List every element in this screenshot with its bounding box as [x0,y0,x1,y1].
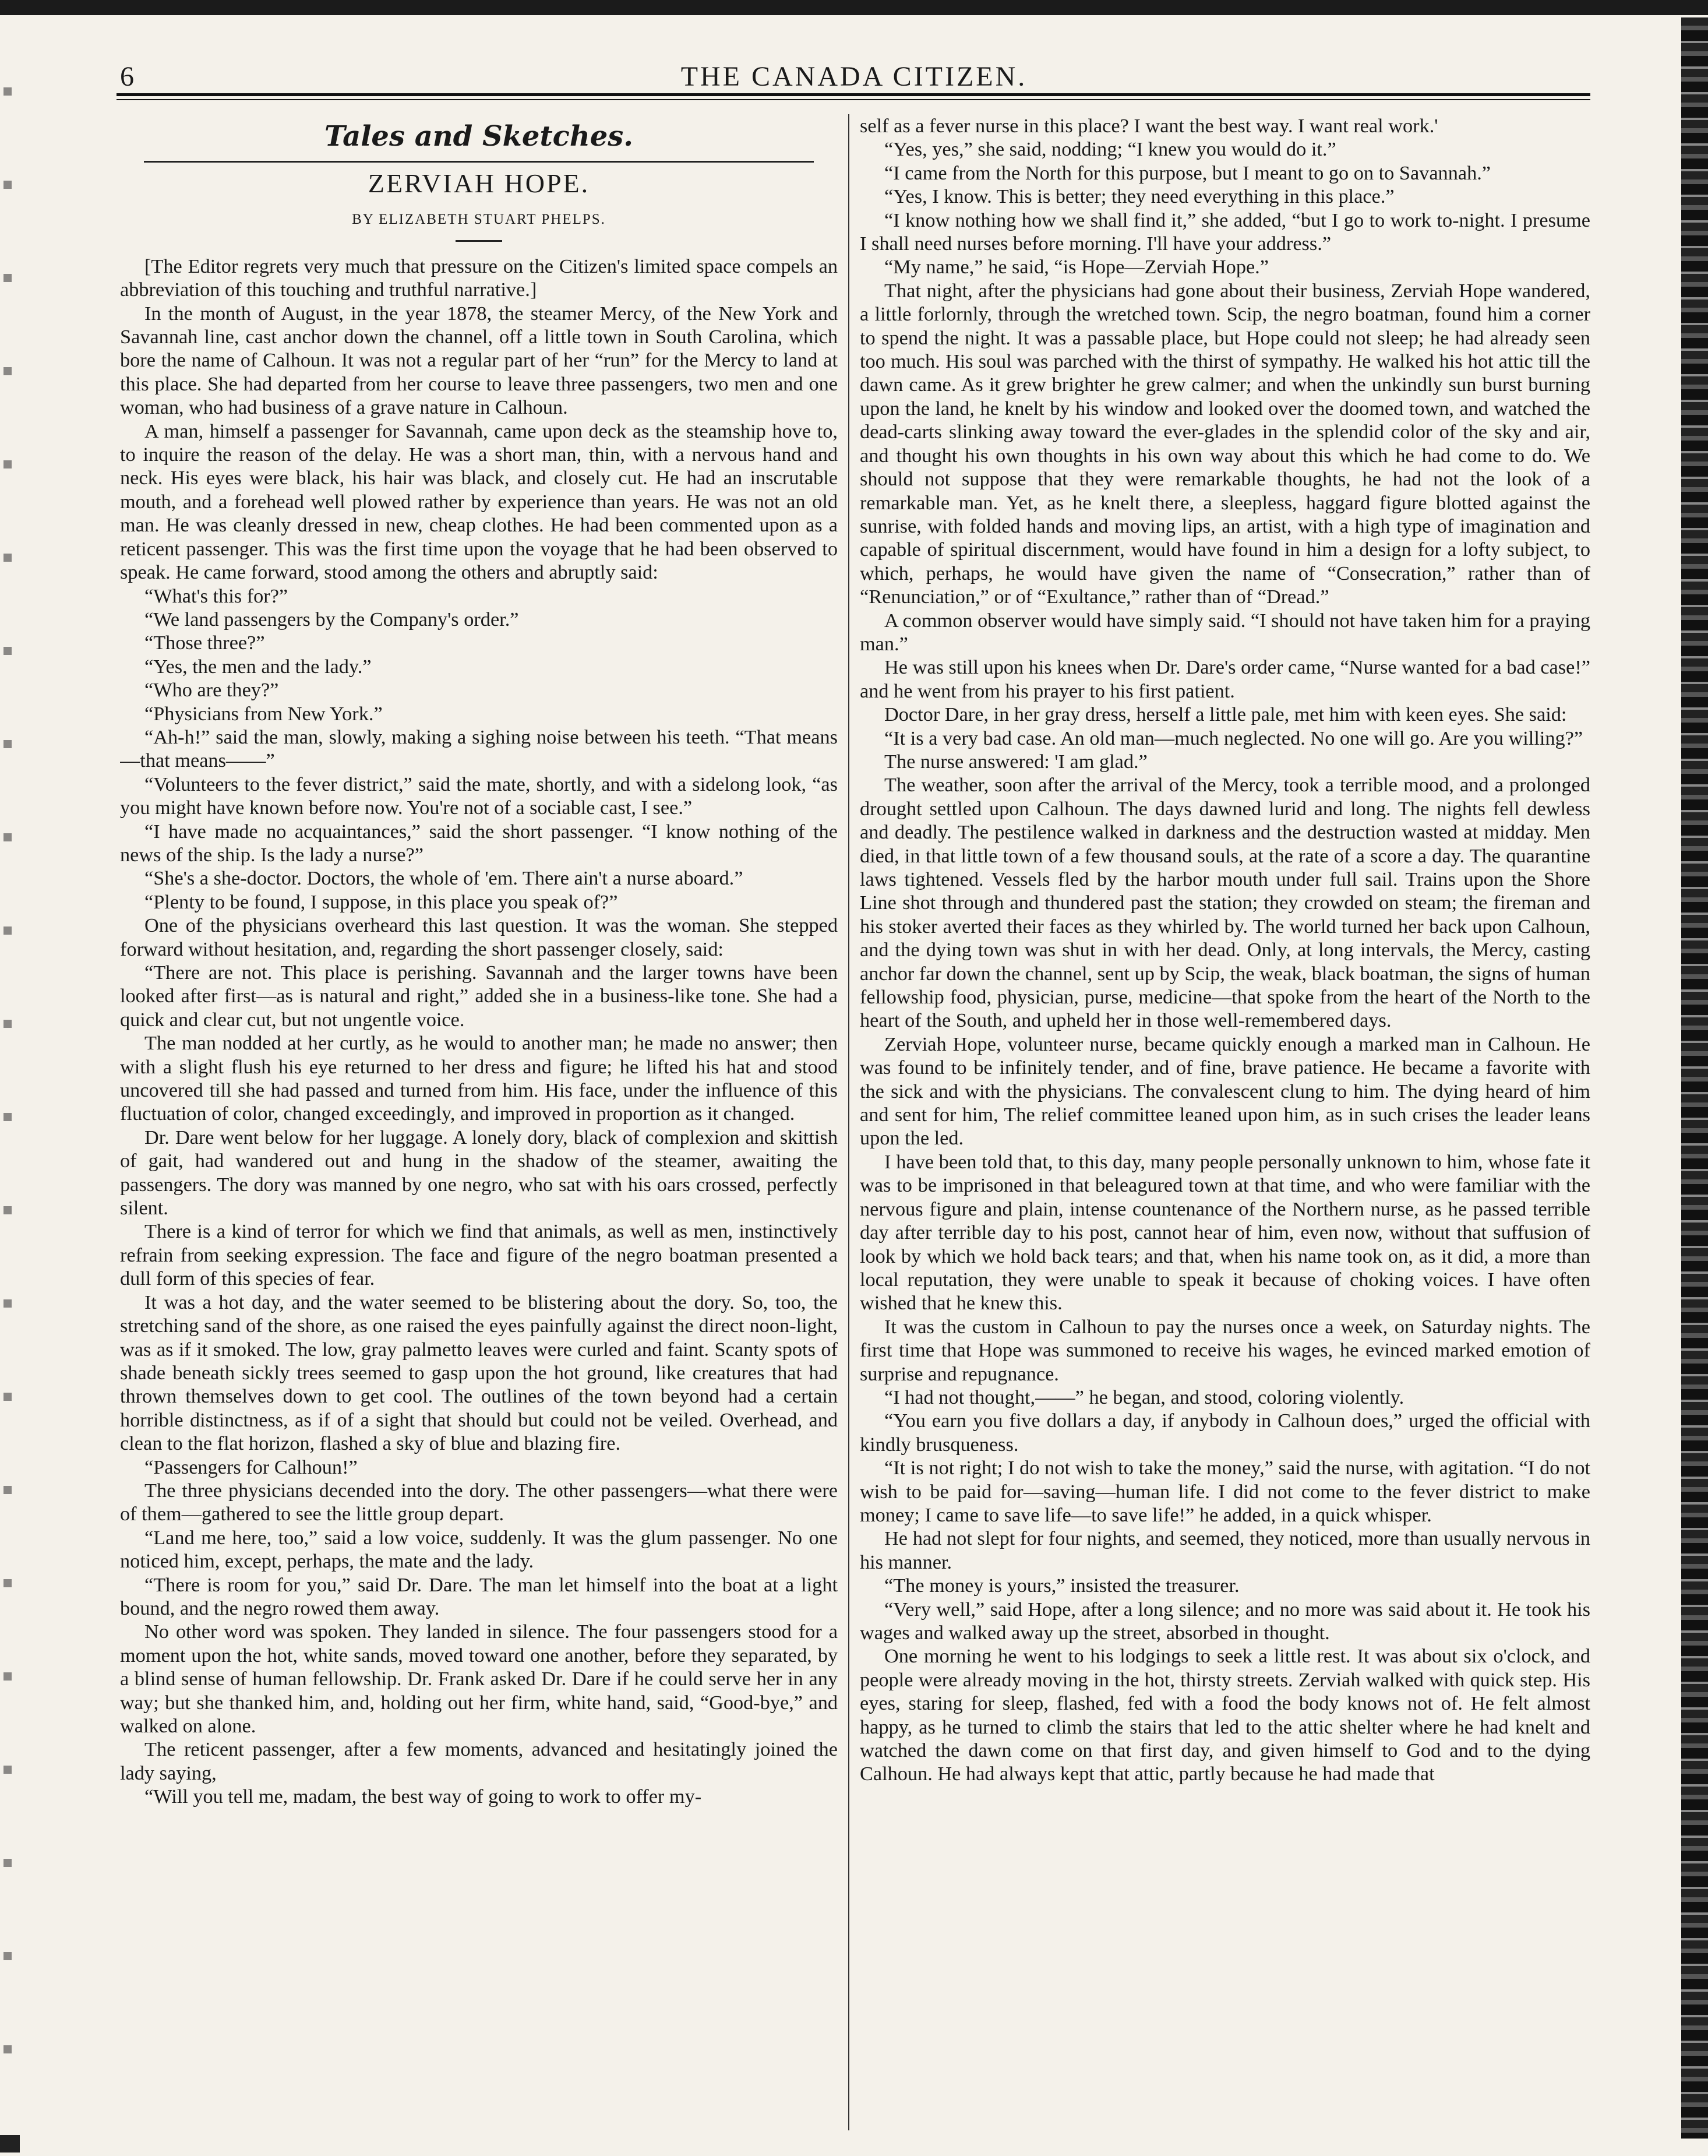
left-column-body [120,302,838,1809]
paragraph: “Who are they?” [144,679,279,702]
paragraph: Doctor Dare, in her gray dress, herself a little pale, met him with keen eyes. She said: [884,703,1567,726]
scan-top-border [0,0,1708,15]
paragraph: “Yes, yes,” she said, nodding; “I knew you would do it.” [884,138,1336,161]
paragraph: One of the physicians overheard this last question. It was the woman. She stepped forward without hesitation, and, regarding the short passenger closely, said: [120,914,838,960]
story-title: ZERVIAH HOPE. [368,168,590,198]
paragraph: In the month of August, in the year 1878, the steamer Mercy, of the New York and Savannah line, cast anchor down the channel, off a little town in South Carolina, which bore the name of Calhoun. It was not a regular part of her “run” for the Mercy to land at this place. She had departed from her course to leave three passengers, two men and one woman, who had business of a grave nature in Calhoun. [120,302,838,419]
paragraph: “Passengers for Calhoun!” [144,1456,358,1478]
paragraph: self as a fever nurse in this place? I want the best way. I want real work.' [860,115,1438,137]
paragraph: “You earn you five dollars a day, if anybody in Calhoun does,” urged the official with kindly brusqueness. [860,1410,1590,1456]
paragraph: “It is not right; I do not wish to take the money,” said the nurse, with agitation. “I do not wish to be paid for—saving—human life. I did not come to the fever district to make money; I came to save life—to save life!” he added, in a quick whisper. [860,1457,1590,1526]
paragraph: “Ah-h!” said the man, slowly, making a sighing noise between his teeth. “That means—that means——” [120,725,838,772]
paragraph: Zerviah Hope, volunteer nurse, became quickly enough a marked man in Calhoun. He was found to be infinitely tender, and of fine, brave patience. He became a favorite with the sick and with the physicians. The convalescent clung to him. The dying heard of him and sent for him, The relief committee leaned upon him, as in such crises the leader leans upon the led. [860,1033,1590,1150]
paragraph: “Those three?” [144,632,265,654]
paragraph: “I know nothing how we shall find it,” she added, “but I go to work to-night. I presume I shall need nurses before morning. I'll have your address.” [860,209,1590,255]
paragraph: “There is room for you,” said Dr. Dare. The man let himself into the boat at a light bound, and the negro rowed them away. [120,1573,838,1619]
paragraph: A common observer would have simply said. “I should not have taken him for a praying man.” [860,609,1590,655]
paragraph: He had not slept for four nights, and seemed, they noticed, more than usually nervous in his manner. [860,1527,1590,1573]
paragraph: “Volunteers to the fever district,” said the mate, shortly, and with a sidelong look, “as you might have known before now. You're not of a sociable cast, I see.” [120,773,838,819]
paragraph: The reticent passenger, after a few moments, advanced and hesitatingly joined the lady saying, [120,1738,838,1784]
editor-note: [The Editor regrets very much that pressure on the Citizen's limited space compels an abbreviation of this touching and truthful narrative.] [120,255,838,301]
paragraph: He was still upon his knees when Dr. Dare's order came, “Nurse wanted for a bad case!” and he went from his prayer to his first patient. [860,656,1590,702]
paragraph: “Land me here, too,” said a low voice, suddenly. It was the glum passenger. No one noticed him, except, perhaps, the mate and the lady. [120,1526,838,1573]
page-number: 6 [120,61,135,92]
story-byline: BY ELIZABETH STUART PHELPS. [352,212,606,228]
paragraph: “Will you tell me, madam, the best way of going to work to offer my- [144,1785,702,1808]
department-heading: Tales and Sketches. [324,120,634,153]
paragraph: “Very well,” said Hope, after a long silence; and no more was said about it. He took his wages and walked away up the street, absorbed in thought. [860,1598,1590,1644]
paragraph: “She's a she-doctor. Doctors, the whole of 'em. There ain't a nurse aboard.” [144,867,743,890]
paragraph: The nurse answered: 'I am glad.” [884,750,1148,773]
paragraph: A man, himself a passenger for Savannah, came upon deck as the steamship hove to, to inquire the reason of the delay. He was a short man, thin, with a nervous hand and neck. His eyes were black, his hair was black, and closely cut. He had an inscrutable mouth, and a forehead well plowed rather by experience than years. He was not an old man. He was cleanly dressed in new, cheap clothes. He had been commented upon as a reticent passenger. This was the first time upon the voyage that he had been observed to speak. He came forward, stood among the others and abruptly said: [120,420,838,584]
column-divider [848,114,849,2130]
byline-rule [456,240,502,242]
paragraph: “It is a very bad case. An old man—much neglected. No one will go. Are you willing?” [884,727,1583,749]
paragraph: One morning he went to his lodgings to seek a little rest. It was about six o'clock, and people were already moving in the hot, thirsty streets. Zerviah walked with quick step. His eyes, staring for sleep, flashed, fed with a food the body knows not of. He felt almost happy, as he turned to climb the stairs that led to the attic shelter where he had knelt and watched the dawn come on that first day, and given himself to God and to the dying Calhoun. He had always kept that attic, partly because he had made that [860,1645,1590,1785]
paragraph: I have been told that, to this day, many people personally unknown to him, whose fate it was to be imprisoned in that beleagured town at that time, and who were familiar with the nervous figure and plain, intense countenance of the Northern nurse, as he passed terrible day after terrible day to his post, cannot hear of him, even now, without that suffusion of look by which we hold back tears; and that, when his name took on, as it did, a more than local reputation, they were unable to speak it because of choking voices. I have often wished that he knew this. [860,1150,1590,1315]
header-rule [117,93,1590,96]
paragraph: Dr. Dare went below for her luggage. A lonely dory, black of complexion and skittish of gait, had wandered out and hung in the shadow of the steamer, awaiting the passengers. The dory was manned by one negro, who sat with his oars crossed, perfectly silent. [120,1126,838,1220]
paragraph: The three physicians decended into the dory. The other passengers—what there were of them—gathered to see the little group depart. [120,1479,838,1526]
paragraph: No other word was spoken. They landed in silence. The four passengers stood for a moment upon the hot, white sands, moved toward one another, before they separated, by a blind sense of human fellowship. Dr. Frank asked Dr. Dare if he could serve her in any way; but she thanked him, and, holding out her firm, white hand, said, “Good-bye,” and walked on alone. [120,1620,838,1737]
publication-title: THE CANADA CITIZEN. [680,61,1028,92]
paragraph: “Yes, I know. This is better; they need everything in this place.” [884,185,1395,208]
header-rule-thin [117,99,1590,100]
paragraph: “My name,” he said, “is Hope—Zerviah Hope.” [884,256,1269,279]
paragraph: That night, after the physicians had gone about their business, Zerviah Hope wandered, a little forlornly, through the wretched town. Scip, the negro boatman, found him a corner to spend the night. It was a passable place, but Hope could not sleep; he had already seen too much. His soul was parched with the thirst of sympathy. He walked his hot attic till the dawn came. As it grew brighter he grew calmer; and when the unkindly sun burst burning upon the land, he knelt by his window and looked over the doomed town, and watched the dead-carts slinking away toward the ever-glades in the splendid color of the sky and air, and thought his own thoughts in his own way about this which he had come to do. We should not suppose that they were remarkable thoughts, he had not the look of a remarkable man. Yet, as he knelt there, a sleepless, haggard figure blotted against the sunrise, with folded hands and moving lips, an artist, with a high type of imagination and capable of spiritual discernment, would have found in him a design for a lofty subject, to which, perhaps, he would have given the name of “Consecration,” rather than of “Renunciation,” or of “Exultance,” rather than of “Dread.” [860,279,1590,608]
paragraph: The weather, soon after the arrival of the Mercy, took a terrible mood, and a prolonged drought settled upon Calhoun. The days dawned lurid and long. The nights fell dewless and deadly. The pestilence walked in darkness and the destruction wasted at midday. Men died, in that little town of a few thousand souls, at the rate of a score a day. The quarantine laws tightened. Vessels fled by the harbor mouth under full sail. Trains upon the Shore Line shot through and thundered past the station; they crowded on steam; the fireman and his stoker averted their faces as they whirled by. The world turned her back upon Calhoun, and the dying town was shut in with her dead. Only, at long intervals, the Mercy, casting anchor far down the channel, sent up by Scip, the weak, black boatman, the signs of human fellowship food, physician, purse, medicine—that spoke from the heart of the North to the heart of the South, and upheld her in those well-remembered days. [860,774,1590,1032]
paragraph: “Plenty to be found, I suppose, in this place you speak of?” [144,890,618,913]
paragraph: It was the custom in Calhoun to pay the nurses once a week, on Saturday nights. The first time that Hope was summoned to receive his wages, he evinced marked emotion of surprise and repugnance. [860,1315,1590,1385]
paragraph: The man nodded at her curtly, as he would to another man; he made no answer; then with a slight flush his eye returned to her dress and figure; he lifted his hat and stood uncovered till she had passed and turned from him. His face, under the influence of this fluctuation of color, changed exceedingly, and improved in proportion as it changed. [120,1032,838,1125]
paragraph: “I came from the North for this purpose, but I meant to go on to Savannah.” [884,161,1491,184]
paragraph: “The money is yours,” insisted the treasurer. [884,1574,1240,1597]
scan-corner-mark [0,2135,20,2153]
right-column-body [860,114,1590,1786]
paragraph: “Yes, the men and the lady.” [144,655,372,678]
left-column [120,114,838,2125]
paragraph: “What's this for?” [144,584,288,607]
department-rule [144,161,814,163]
paragraph: “I have made no acquaintances,” said the short passenger. “I know nothing of the news of the ship. Is the lady a nurse?” [120,820,838,866]
right-column [860,114,1590,2125]
scan-right-edge [1681,17,1708,2139]
paragraph: There is a kind of terror for which we find that animals, as well as men, instinctively refrain from seeking expression. The face and figure of the negro boatman presented a dull form of this species of fear. [120,1220,838,1290]
scan-left-edge-marks [3,35,12,2074]
paragraph: “There are not. This place is perishing. Savannah and the larger towns have been looked after first—as is natural and right,” added she in a business-like tone. She had a quick and clear cut, but not ungentle voice. [120,961,838,1031]
paragraph: “Physicians from New York.” [144,702,383,725]
paragraph: “I had not thought,——” he began, and stood, coloring violently. [884,1386,1404,1408]
paragraph: It was a hot day, and the water seemed to be blistering about the dory. So, too, the stretching sand of the shore, as one raised the eyes painfully against the direct noon-light, was as if it smoked. The low, gray palmetto leaves were curled and faint. Scanty spots of shade beneath sickly trees seemed to gasp upon the hot ground, like creatures that had thrown themselves down to get cool. The outlines of the town beyond had a certain horrible distinctness, as if of a sight that should but could not be veiled. Overhead, and clean to the flat horizon, flashed a sky of blue and blazing fire. [120,1291,838,1455]
paragraph: “We land passengers by the Company's order.” [144,608,519,630]
